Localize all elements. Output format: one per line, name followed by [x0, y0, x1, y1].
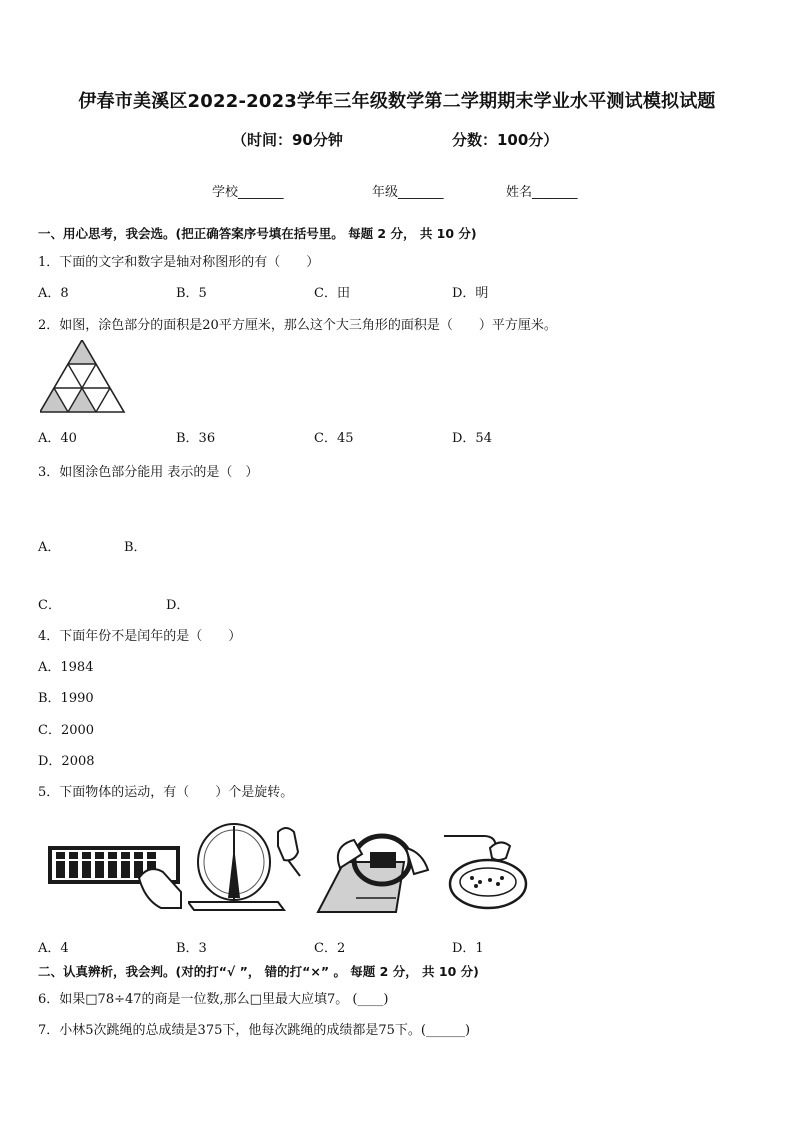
triangle-figure — [40, 340, 128, 414]
q3-option-a: A． — [38, 540, 61, 555]
q2-option-a: A．40 — [38, 431, 77, 446]
q2-option-c: C．45 — [314, 431, 354, 446]
q5-option-d: D．1 — [452, 941, 484, 956]
q5-option-c: C．2 — [314, 941, 346, 956]
school-field: 学校_______ — [212, 185, 284, 200]
q4-option-c: C．2000 — [38, 723, 95, 738]
q1-option-b: B．5 — [176, 286, 207, 301]
question-5: 5．下面物体的运动，有（ ）个是旋转。 — [38, 785, 294, 800]
q5-option-a: A．4 — [38, 941, 69, 956]
exam-score: 分数：100分） — [452, 131, 559, 149]
q1-option-c: C．田 — [314, 286, 350, 301]
name-field: 姓名_______ — [506, 185, 578, 200]
q2-option-b: B．36 — [176, 431, 216, 446]
q1-option-d: D．明 — [452, 286, 489, 301]
q1-option-a: A．8 — [38, 286, 69, 301]
faucet-picture — [440, 826, 530, 914]
q3-option-c: C． — [38, 598, 61, 613]
exam-time: （时间：90分钟 — [232, 131, 343, 149]
page-title: 伊春市美溪区2022-2023学年三年级数学第二学期期末学业水平测试模拟试题 — [78, 91, 716, 112]
q3-option-b: B． — [124, 540, 147, 555]
globe-picture — [188, 816, 306, 912]
q4-option-d: D．2008 — [38, 754, 95, 769]
section-1-heading: 一、用心思考，我会选。(把正确答案序号填在括号里。 每题 2 分， 共 10 分) — [38, 226, 477, 241]
question-1: 1．下面的文字和数字是轴对称图形的有（ ） — [38, 255, 320, 270]
section-2-heading: 二、认真辨析，我会判。(对的打“√ ”， 错的打“×” 。 每题 2 分， 共 10 分) — [38, 964, 479, 979]
question-6: 6．如果□78÷47的商是一位数,那么□里最大应填7。 (____) — [38, 992, 389, 1007]
abacus-picture — [44, 838, 184, 910]
grade-field: 年级_______ — [372, 185, 444, 200]
question-7: 7．小林5次跳绳的总成绩是375下，他每次跳绳的成绩都是75下。(______) — [38, 1023, 471, 1038]
question-2: 2．如图，涂色部分的面积是20平方厘米，那么这个大三角形的面积是（ ）平方厘米。 — [38, 318, 557, 333]
steering-wheel-picture — [316, 828, 436, 914]
q4-option-a: A．1984 — [38, 660, 94, 675]
question-4: 4．下面年份不是闰年的是（ ） — [38, 629, 242, 644]
question-3: 3．如图涂色部分能用 表示的是（ ） — [38, 465, 259, 480]
q3-option-d: D． — [166, 598, 190, 613]
q4-option-b: B．1990 — [38, 691, 94, 706]
q5-option-b: B．3 — [176, 941, 207, 956]
q2-option-d: D．54 — [452, 431, 492, 446]
